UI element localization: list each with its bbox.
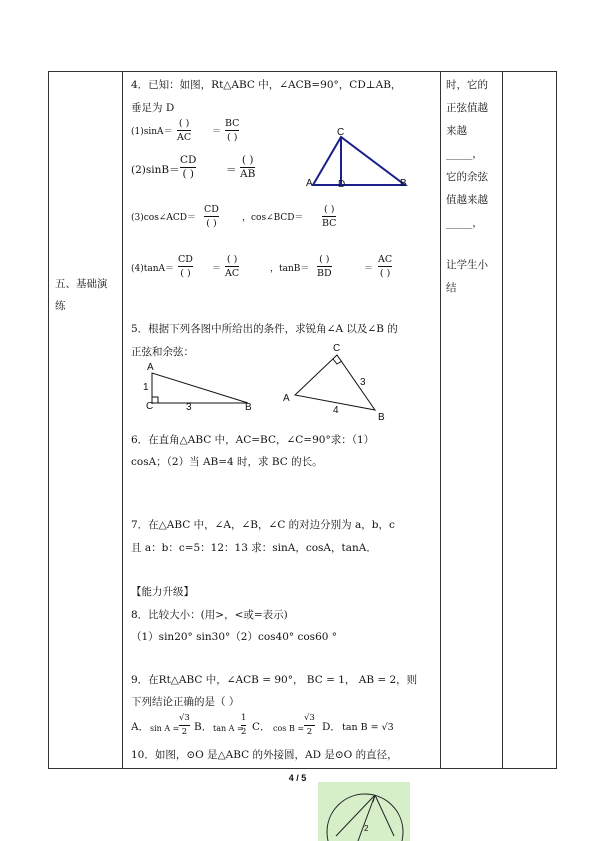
q4-part4-frac2 [225,254,239,279]
note-line-2: 正弦值越 [446,102,488,114]
q4-triangle-figure [305,125,415,195]
q4-fig-label-a: A [306,178,313,189]
q4-line-2: 垂足为 D [131,102,175,114]
table-border-right [556,71,557,768]
note-line-1: 时，它的 [446,79,488,91]
q4-fig-label-b: B [400,178,407,189]
q4-fig-label-d: D [338,179,346,190]
q4-part4-frac1-bot: ( ) [180,268,191,279]
q7-line-1: 7．在△ABC 中，∠A，∠B，∠C 的对边分别为 a，b，c [131,519,395,531]
q4-part4-mid: ，tanB＝ [270,264,310,274]
q4-part4-frac2-bot: AC [225,268,240,279]
note-line-3: 来越 [446,125,467,137]
q4-part1-frac1-bot: AC [177,132,192,143]
q4-part4-frac3-bot: BD [317,268,332,279]
q4-part4-frac4-bot: ( ) [379,268,391,279]
q4-part2-frac1-bot: ( ) [182,168,194,180]
note-line-9: 结 [446,282,457,294]
q4-part4-lhs: (4)tanA＝ [131,264,175,274]
q4-part4-eq1: ＝ [212,264,222,274]
q4-part2-frac1 [180,155,196,180]
q4-part4-frac4-top: AC [378,254,393,265]
table-divider-2 [440,71,441,768]
q9-option-d-text: tan B = √3 [342,722,394,733]
q9-option-a-frac-bot: 2 [181,727,188,737]
q10-line-1: 10．如图，⊙O 是△ABC 的外接圆，AD 是⊙O 的直径， [131,749,398,761]
q4-part1-frac2 [225,118,239,143]
q6-line-2: cosA；（2）当 AB=4 时，求 BC 的长。 [131,456,323,468]
q5-fig1-label-b: B [245,402,252,413]
q5-fig2-label-c: C [333,343,341,354]
q4-part3-frac1-top: CD [204,204,219,215]
q5-fig1-side-ac: 1 [143,382,149,393]
page-number: 4 / 5 [288,773,307,783]
q9-option-a-lhs: sin A = [150,724,180,733]
q4-part4-frac1-top: CD [178,254,193,265]
q5-line-2: 正弦和余弦： [131,346,194,358]
q5-fig2-side-cb: 3 [360,377,366,388]
note-line-6: 值越来越 [446,194,488,206]
q9-option-c-frac-top: √3 [304,713,315,723]
q9-line-2: 下列结论正确的是（ ） [131,696,240,708]
q4-part3-frac2 [322,204,336,229]
q4-part4-frac2-top: ( ) [226,254,238,265]
q4-part4-frac4 [378,254,392,279]
q4-part2-frac2-bot: AB [240,168,256,180]
q4-part3-frac1-bot: ( ) [206,218,217,229]
q4-part2-frac1-top: CD [180,154,197,166]
q5-fig2-label-a: A [283,393,290,404]
q4-part1-lhs: (1)sinA＝ [131,127,173,137]
table-border-top [48,71,557,72]
q5-fig1-label-c: C [146,401,154,412]
upgrade-title: 【能力升级】 [131,586,194,598]
q10-fig-label: 2 [364,824,369,833]
q8-line-2: （1）sin20° sin30°（2）cos40° cos60 ° [131,631,338,643]
q9-line-1: 9．在Rt△ABC 中，∠ACB = 90°， BC = 1， AB = 2，则 [131,674,418,686]
q4-part2-lhs: (2)sinB＝ [131,164,180,176]
q4-part4-frac1 [178,254,193,279]
q5-fig2-label-b: B [378,412,385,423]
table-divider-3 [502,71,503,768]
q4-part3-frac1 [204,204,219,229]
q4-part1-frac1 [177,118,191,143]
q9-option-b-lhs: tan A = [213,724,244,733]
q9-option-b-frac-bot: 2 [241,727,247,737]
q4-part4-eq2: ＝ [364,264,374,274]
q7-line-2: 且 a：b：c=5：12：13 求：sinA，cosA，tanA． [131,542,377,554]
q5-figure-1 [140,365,260,415]
q4-part1-frac1-top: ( ) [178,118,190,129]
q9-option-c-frac-bot: 2 [306,727,313,737]
q4-part1-frac2-bot: ( ) [227,132,238,143]
section-label: 五、基础演练 [55,278,108,312]
q9-option-c-frac [304,713,315,738]
q4-fig-label-c: C [337,127,345,138]
q4-part2-frac2 [240,155,255,180]
note-line-5: 它的余弦 [446,171,488,183]
q9-option-c-lhs: cos B = [273,724,305,733]
q4-part4-frac3-top: ( ) [319,254,330,265]
q4-part3-frac2-bot: BC [322,218,337,229]
q5-figure-2 [285,345,395,420]
table-border-left [48,71,49,768]
q5-fig1-side-cb: 3 [186,402,192,413]
note-line-7: _____， [446,217,483,229]
q4-part1-frac2-top: BC [225,118,240,129]
q4-part2-frac2-top: ( ) [241,154,254,166]
note-line-4: _____， [446,148,483,160]
q4-part1-eq: ＝ [212,127,222,137]
q9-option-c: C． [252,721,271,733]
q5-fig2-side-ab: 4 [333,405,339,416]
q5-fig1-label-a: A [147,362,154,373]
q9-option-d: D． [322,721,341,733]
q9-option-a-frac [179,713,190,738]
q8-line-1: 8．比较大小：(用>，<或=表示) [131,609,288,621]
q9-option-b-frac [241,713,246,738]
q9-option-a: A． [131,721,150,733]
q9-option-b-frac-top: 1 [241,713,247,723]
q4-part2-eq: ＝ [226,164,237,176]
q6-line-1: 6．在直角△ABC 中，AC=BC，∠C=90°求：（1） [131,434,375,446]
q4-part3-lhs: (3)cos∠ACD＝ [131,213,196,223]
q5-line-1: 5．根据下列各图中所给出的条件，求锐角∠A 以及∠B 的 [131,323,398,335]
q9-option-b: B． [194,721,213,733]
q4-part4-frac3 [317,254,332,279]
table-divider-1 [122,71,123,768]
note-line-8: 让学生小 [446,259,488,271]
q9-option-a-frac-top: √3 [179,713,190,723]
q4-part3-frac2-top: ( ) [324,204,335,215]
table-border-bottom [48,768,557,769]
q4-line-1: 4．已知：如图，Rt△ABC 中，∠ACB=90°，CD⊥AB， [131,79,402,91]
q4-part3-mid: ，cos∠BCD＝ [242,213,304,223]
